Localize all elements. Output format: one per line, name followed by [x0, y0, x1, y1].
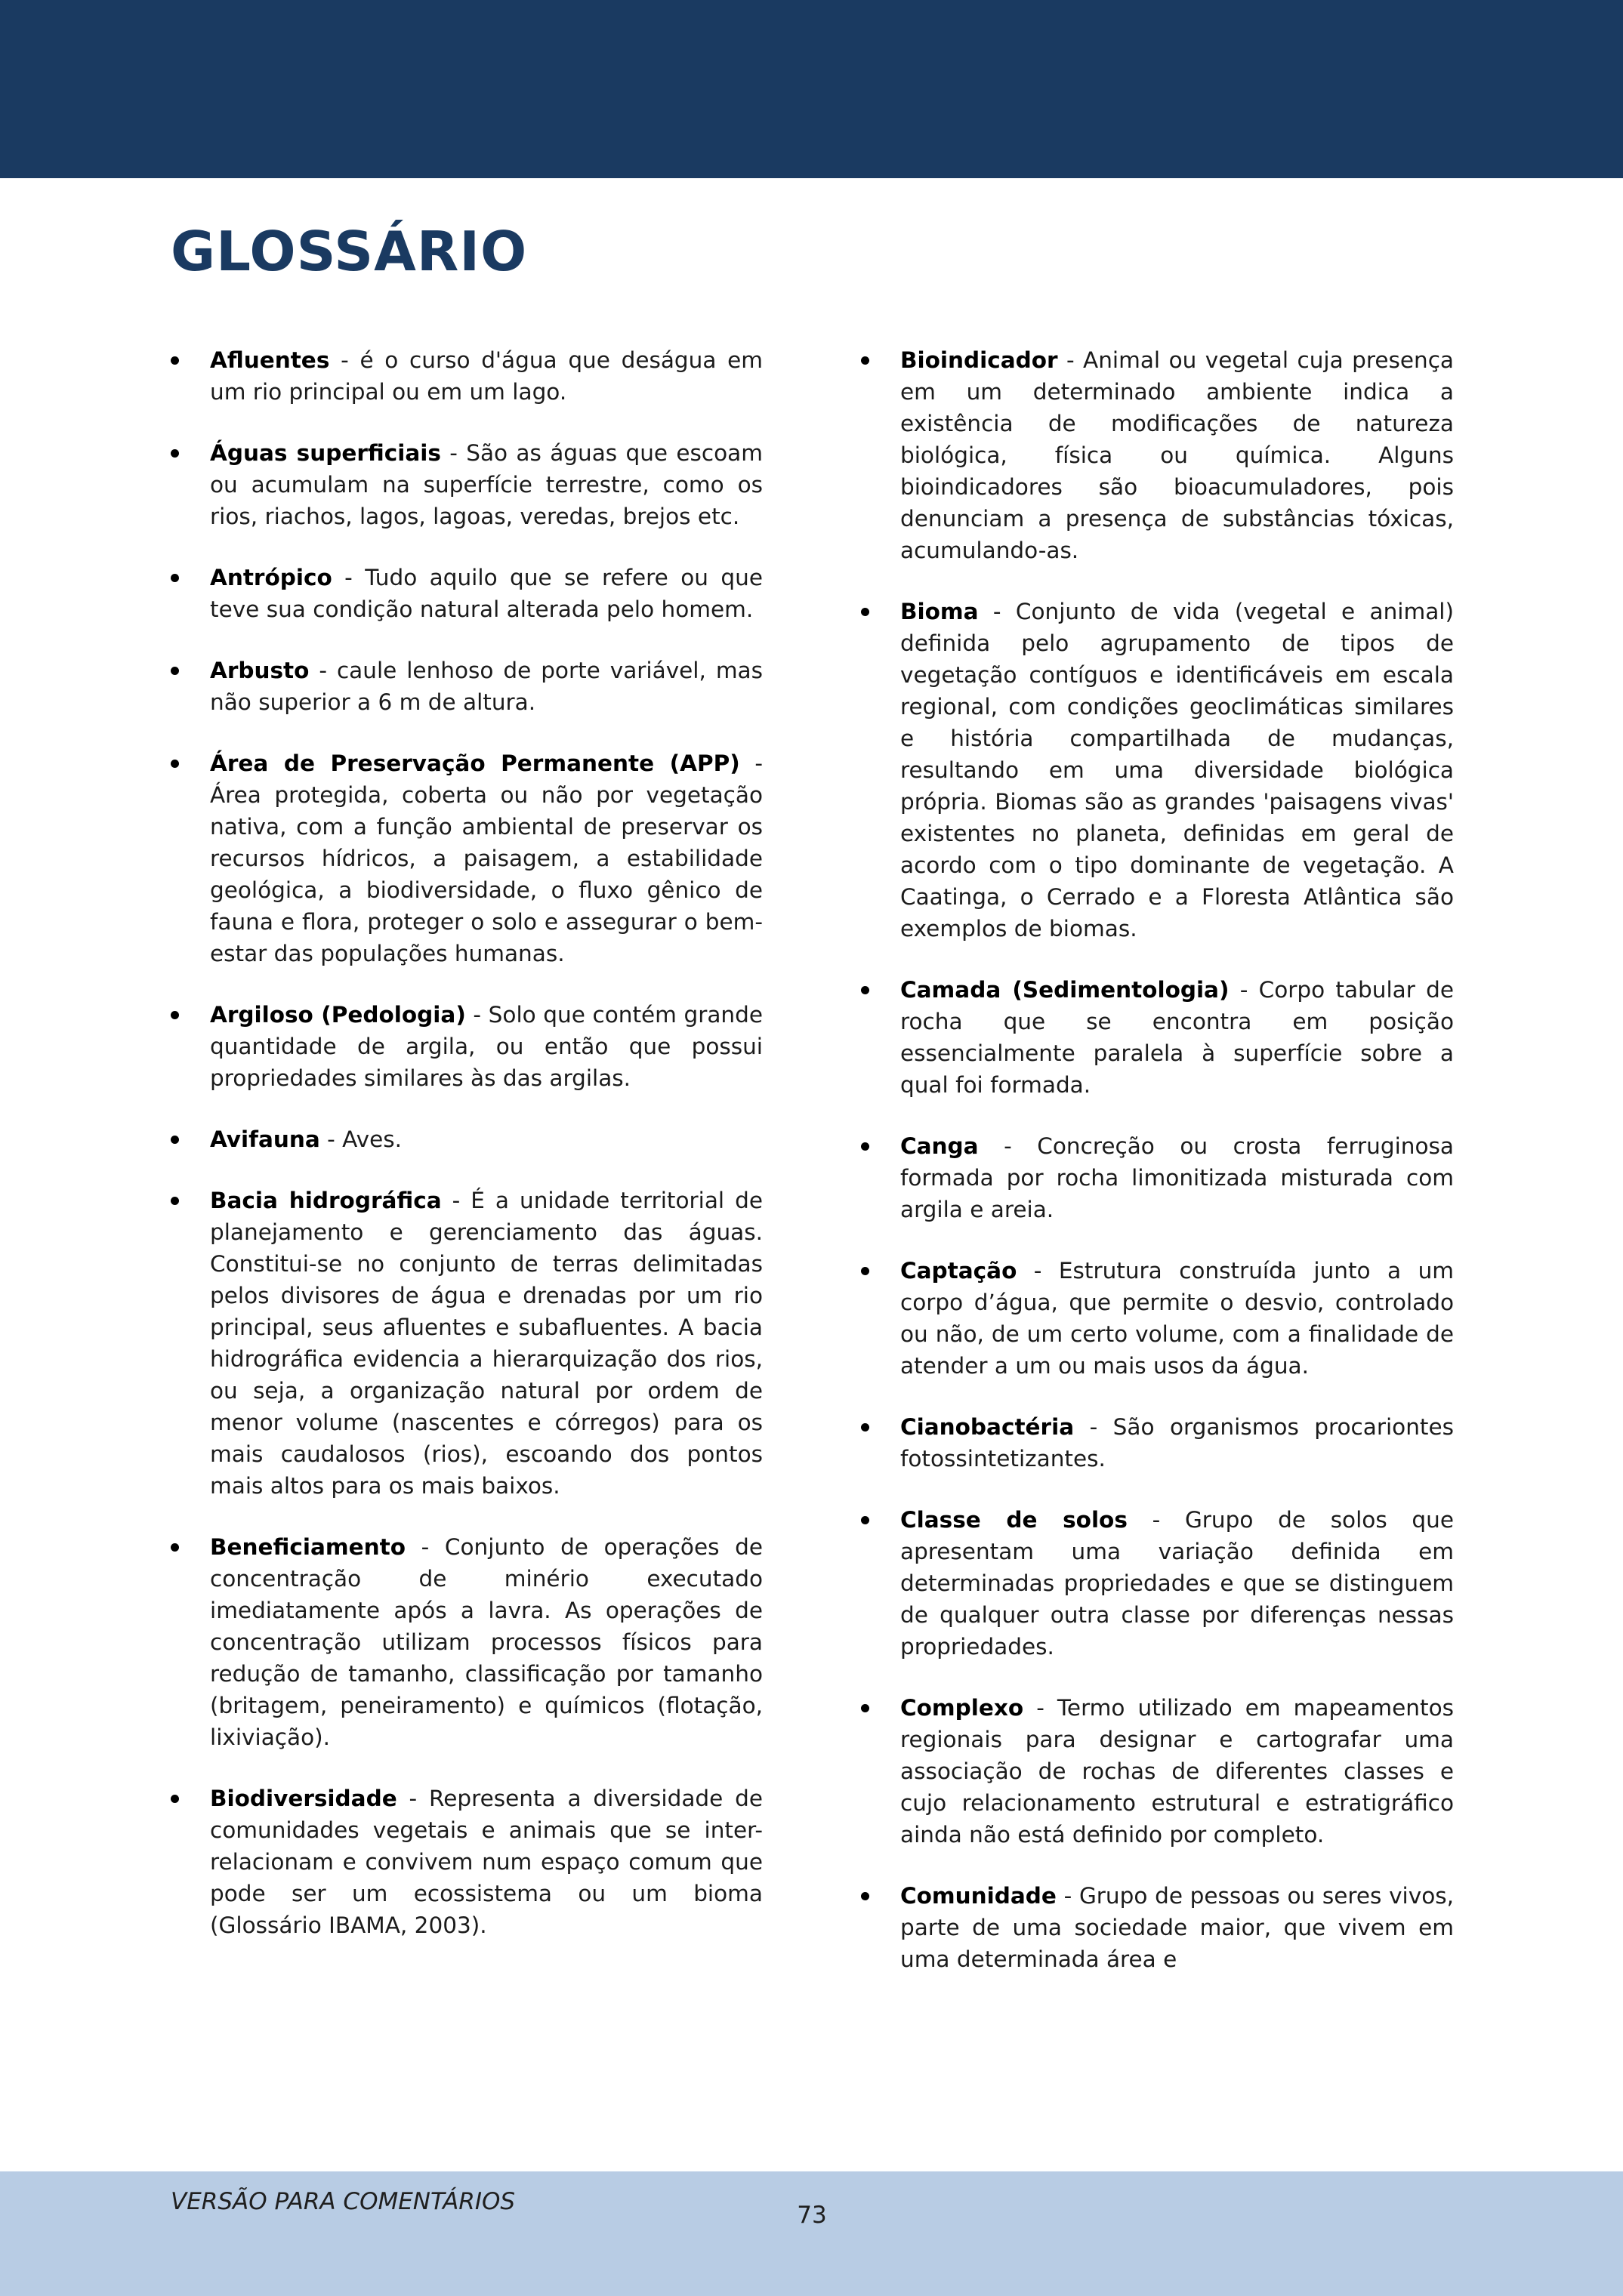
bullet-icon [861, 608, 869, 616]
glossary-term: Argiloso (Pedologia) [210, 1002, 466, 1028]
footer-note: VERSÃO PARA COMENTÁRIOS [171, 2188, 516, 2215]
glossary-right-column-wrap [861, 344, 1454, 2058]
glossary-definition: - Grupo de solos que apresentam uma variação definida em determinadas propriedades e que se distinguem de qualquer outra classe por diferenças nessas propriedades. [900, 1507, 1454, 1660]
glossary-term: Bioma [900, 599, 979, 624]
glossary-entry [861, 1692, 1454, 1851]
bullet-icon [171, 1795, 179, 1803]
glossary-term: Afluentes [210, 347, 330, 373]
glossary-entry [861, 1504, 1454, 1663]
glossary-term: Área de Preservação Permanente (APP) [210, 750, 740, 776]
bullet-icon [171, 574, 179, 582]
glossary-entry [861, 1255, 1454, 1382]
glossary-definition: - Grupo de pessoas ou seres vivos, parte de uma sociedade maior, que vivem em uma determinada área e [900, 1883, 1454, 1972]
glossary-definition: - São organismos procariontes fotossintetizantes. [900, 1414, 1454, 1472]
glossary-term: Cianobactéria [900, 1414, 1075, 1440]
bullet-icon [171, 1136, 179, 1144]
glossary-term: Camada (Sedimentologia) [900, 977, 1230, 1003]
bullet-icon [171, 1011, 179, 1019]
glossary-entry [171, 1185, 763, 1502]
glossary-term: Antrópico [210, 565, 332, 590]
glossary-definition: - Conjunto de operações de concentração de minério executado imediatamente após a lavra. As operações de concentração utilizam processos físicos para redução de tamanho, classificação por tamanho (britagem, peneiramento) e químicos (flotação, lixiviação). [210, 1534, 763, 1750]
bullet-icon [171, 449, 179, 458]
header-band [0, 0, 1623, 178]
glossary-entry [171, 655, 763, 718]
glossary-entry [861, 344, 1454, 566]
glossary-term: Águas superficiais [210, 440, 441, 466]
glossary-term: Biodiversidade [210, 1786, 397, 1811]
glossary-entry [171, 1783, 763, 1941]
glossary-definition: - Área protegida, coberta ou não por vegetação nativa, com a função ambiental de preservar os recursos hídricos, a paisagem, a estabilidade geológica, a biodiversidade, o fluxo gênico de fauna e flora, proteger o solo e assegurar o bem-estar das populações humanas. [210, 750, 763, 966]
bullet-icon [171, 667, 179, 675]
glossary-entry [861, 974, 1454, 1101]
bullet-icon [861, 986, 869, 994]
page-number: 73 [797, 2202, 827, 2229]
bullet-icon [861, 1267, 869, 1275]
glossary-term: Comunidade [900, 1883, 1057, 1909]
glossary-right-column [861, 344, 1454, 1975]
glossary-entry [861, 1130, 1454, 1225]
page-title: GLOSSÁRIO [171, 220, 528, 283]
glossary-definition: - caule lenhoso de porte variável, mas não superior a 6 m de altura. [210, 658, 763, 715]
glossary-entry [171, 344, 763, 408]
glossary-left-column [171, 344, 763, 1971]
glossary-term: Canga [900, 1133, 979, 1159]
glossary-term: Bacia hidrográfica [210, 1188, 442, 1213]
glossary-term: Beneficiamento [210, 1534, 406, 1560]
glossary-term: Arbusto [210, 658, 310, 683]
glossary-term: Classe de solos [900, 1507, 1128, 1533]
glossary-term: Captação [900, 1258, 1017, 1284]
glossary-definition: - Aves. [319, 1126, 402, 1152]
glossary-definition: - Estrutura construída junto a um corpo d’água, que permite o desvio, controlado ou não, de um certo volume, com a finalidade de atender a um ou mais usos da água. [900, 1258, 1454, 1379]
bullet-icon [861, 1423, 869, 1432]
glossary-term: Avifauna [210, 1126, 320, 1152]
glossary-definition: - Tudo aquilo que se refere ou que teve sua condição natural alterada pelo homem. [210, 565, 763, 622]
glossary-entry [861, 1411, 1454, 1475]
glossary-definition: - Corpo tabular de rocha que se encontra em posição essencialmente paralela à superfície sobre a qual foi formada. [900, 977, 1454, 1098]
bullet-icon [861, 1704, 869, 1712]
glossary-definition: - São as águas que escoam ou acumulam na superfície terrestre, como os rios, riachos, lagos, lagoas, veredas, brejos etc. [210, 440, 763, 529]
glossary-entry [171, 747, 763, 969]
bullet-icon [171, 760, 179, 768]
glossary-definition: - Conjunto de vida (vegetal e animal) definida pelo agrupamento de tipos de vegetação contíguos e identificáveis em escala regional, com condições geoclimáticas similares e história compartilhada de mudanças, resultando em uma diversidade biológica própria. Biomas são as grandes 'paisagens vivas' existentes no planeta, definidas em geral de acordo com o tipo dominante de vegetação. A Caatinga, o Cerrado e a Floresta Atlântica são exemplos de biomas. [900, 599, 1454, 942]
glossary-term: Bioindicador [900, 347, 1058, 373]
glossary-entry [171, 437, 763, 532]
glossary-definition: - Representa a diversidade de comunidades vegetais e animais que se inter-relacionam e convivem num espaço comum que pode ser um ecossistema ou um bioma (Glossário IBAMA, 2003). [210, 1786, 763, 1938]
bullet-icon [861, 1142, 869, 1151]
glossary-entry [171, 999, 763, 1094]
glossary-entry [861, 1880, 1454, 1975]
bullet-icon [861, 1892, 869, 1900]
bullet-icon [171, 1543, 179, 1552]
glossary-definition: - Termo utilizado em mapeamentos regionais para designar e cartografar uma associação de rochas de diferentes classes e cujo relacionamento estrutural e estratigráfico ainda não está definido por completo. [900, 1695, 1454, 1848]
glossary-term: Complexo [900, 1695, 1024, 1721]
glossary-entry [861, 596, 1454, 945]
bullet-icon [171, 1197, 179, 1205]
glossary-definition: - Concreção ou crosta ferruginosa formada por rocha limonitizada misturada com argila e areia. [900, 1133, 1454, 1222]
glossary-definition: - é o curso d'água que deságua em um rio principal ou em um lago. [210, 347, 763, 405]
bullet-icon [861, 1516, 869, 1524]
glossary-entry [171, 1123, 763, 1155]
glossary-definition: - Animal ou vegetal cuja presença em um determinado ambiente indica a existência de modificações de natureza biológica, física ou química. Alguns bioindicadores são bioacumuladores, pois denunciam a presença de substâncias tóxicas, acumulando-as. [900, 347, 1454, 563]
glossary-definition: - É a unidade territorial de planejamento e gerenciamento das águas. Constitui-se no conjunto de terras delimitadas pelos divisores de água e drenadas por um rio principal, seus afluentes e subafluentes. A bacia hidrográfica evidencia a hierarquização dos rios, ou seja, a organização natural por ordem de menor volume (nascentes e córregos) para os mais caudalosos (rios), escoando dos pontos mais altos para os mais baixos. [210, 1188, 763, 1499]
bullet-icon [171, 356, 179, 365]
glossary-definition: - Solo que contém grande quantidade de argila, ou então que possui propriedades similares às das argilas. [210, 1002, 764, 1091]
glossary-entry [171, 562, 763, 625]
glossary-entry [171, 1531, 763, 1753]
bullet-icon [861, 356, 869, 365]
